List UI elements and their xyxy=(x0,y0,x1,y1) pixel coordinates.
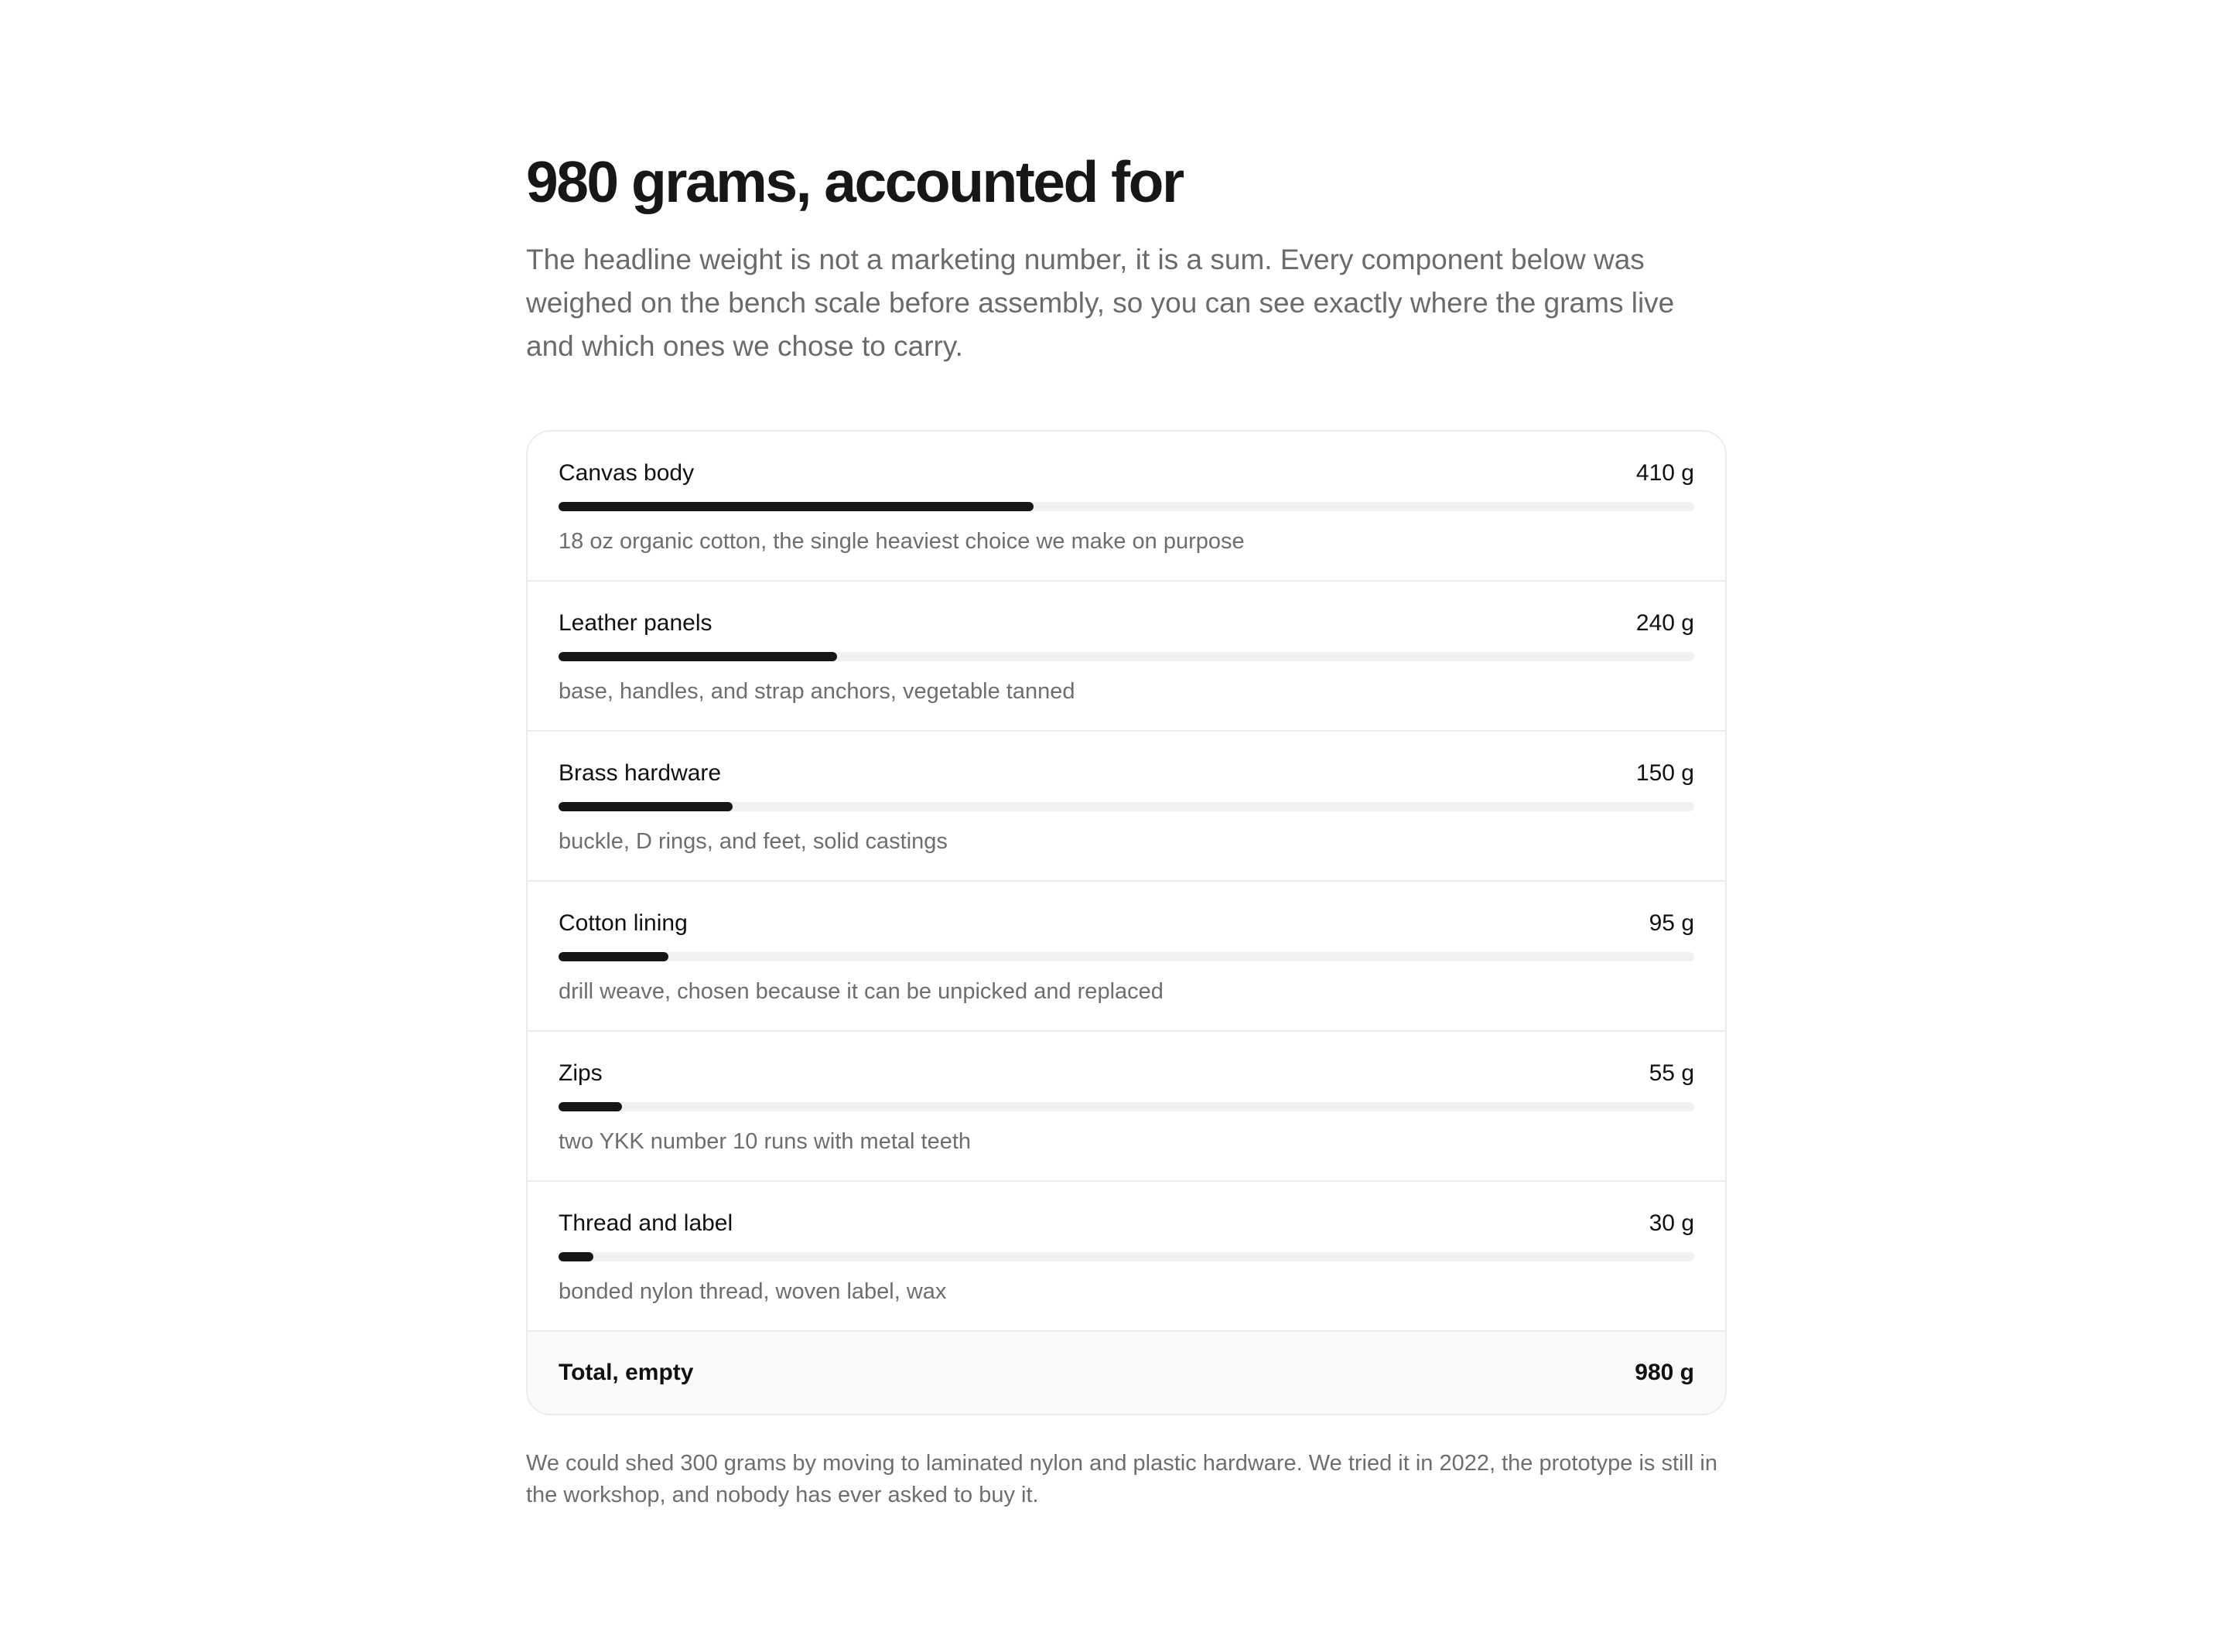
total-row xyxy=(528,1332,1725,1414)
component-note: 18 oz organic cotton, the single heaviest choice we make on purpose xyxy=(559,529,1245,554)
component-row xyxy=(528,582,1725,732)
component-weight: 30 g xyxy=(1649,1210,1694,1236)
component-list xyxy=(528,432,1725,1332)
component-weight: 240 g xyxy=(1635,610,1694,636)
component-header xyxy=(559,908,1694,939)
component-name: Leather panels xyxy=(559,610,712,636)
component-weight: 150 g xyxy=(1635,760,1694,786)
weight-bar-track xyxy=(559,1102,1694,1111)
component-note: bonded nylon thread, woven label, wax xyxy=(559,1279,947,1304)
component-row xyxy=(528,1032,1725,1182)
component-note: two YKK number 10 runs with metal teeth xyxy=(559,1129,972,1154)
weight-bar-fill xyxy=(559,952,668,961)
component-header xyxy=(559,758,1694,789)
component-name: Canvas body xyxy=(559,460,695,486)
weight-breakdown-section xyxy=(526,139,1727,1511)
component-name: Zips xyxy=(559,1060,603,1086)
weight-breakdown-card xyxy=(526,430,1727,1415)
total-weight: 980 g xyxy=(1635,1360,1694,1385)
component-name: Thread and label xyxy=(559,1210,733,1236)
component-header xyxy=(559,1208,1694,1239)
weight-bar-fill xyxy=(559,652,837,661)
intro-paragraph: The headline weight is not a marketing number, it is a sum. Every component below was weighed on the bench scale before assembly, so you can see exactly where the grams live and which ones we chose to carry. xyxy=(526,244,1675,362)
weight-bar-fill xyxy=(559,502,1034,511)
component-name: Brass hardware xyxy=(559,760,722,786)
weight-bar-track xyxy=(559,952,1694,961)
total-label: Total, empty xyxy=(559,1360,694,1385)
weight-bar-fill xyxy=(559,1252,593,1261)
weight-bar-fill xyxy=(559,1102,622,1111)
component-note: base, handles, and strap anchors, vegetable tanned xyxy=(559,679,1075,704)
component-row xyxy=(528,882,1725,1032)
weight-bar-track xyxy=(559,1252,1694,1261)
weight-bar-fill xyxy=(559,802,733,811)
component-row xyxy=(528,432,1725,582)
weight-bar-track xyxy=(559,652,1694,661)
weight-bar-track xyxy=(559,502,1694,511)
component-header xyxy=(559,1058,1694,1089)
component-header xyxy=(559,458,1694,489)
component-note: drill weave, chosen because it can be unpicked and replaced xyxy=(559,979,1164,1004)
footnote: We could shed 300 grams by moving to laminated nylon and plastic hardware. We tried it in 2022, the prototype is still in the workshop, and nobody has ever asked to buy it. xyxy=(526,1451,1717,1507)
component-weight: 410 g xyxy=(1635,460,1694,486)
component-note: buckle, D rings, and feet, solid castings xyxy=(559,829,948,854)
component-row xyxy=(528,732,1725,882)
component-row xyxy=(528,1182,1725,1332)
component-weight: 55 g xyxy=(1649,1060,1694,1086)
component-header xyxy=(559,608,1694,639)
component-name: Cotton lining xyxy=(559,910,688,936)
page-title: 980 grams, accounted for xyxy=(526,149,1183,214)
component-weight: 95 g xyxy=(1649,910,1694,936)
weight-bar-track xyxy=(559,802,1694,811)
